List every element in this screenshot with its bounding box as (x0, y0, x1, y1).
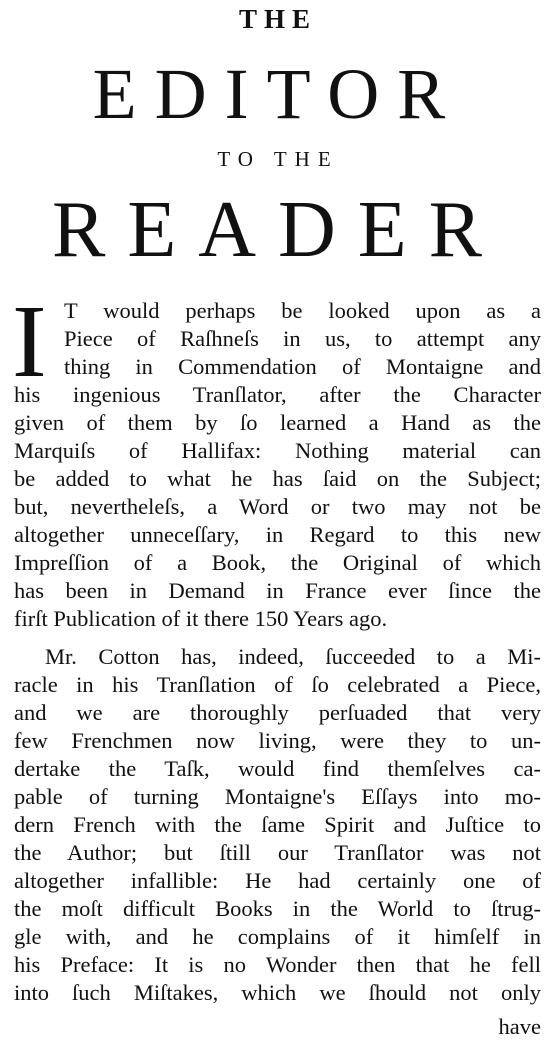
text-line: given of them by ſo learned a Hand as the (14, 412, 541, 435)
text-line: but, nevertheleſs, a Word or two may not be (14, 496, 541, 519)
text-line: and we are thoroughly perſuaded that very (14, 702, 541, 725)
text-line: has been in Demand in France ever ſince the (14, 580, 541, 603)
text-line: dern French with the ſame Spirit and Juſtice to (14, 814, 541, 837)
text-line: altogether infallible: He had certainly one of (14, 870, 541, 893)
text-line: T would perhaps be looked upon as a (64, 300, 541, 323)
text-line: dertake the Taſk, would find themſelves ca- (14, 758, 541, 781)
text-line: Mr. Cotton has, indeed, ſucceeded to a Mi- (45, 646, 541, 669)
text-line: his ingenious Tranſlator, after the Character (14, 384, 541, 407)
text-line: be added to what he has ſaid on the Subject; (14, 468, 541, 491)
text-line: racle in his Tranſlation of ſo celebrated a Piece, (14, 674, 541, 697)
text-line: Impreſſion of a Book, the Original of which (14, 552, 541, 575)
heading-editor: EDITOR (92, 54, 464, 134)
text-line: the Author; but ſtill our Tranſlator was not (14, 842, 541, 865)
text-line: the moſt difficult Books in the World to ſtrug- (14, 898, 541, 921)
text-line: few Frenchmen now living, were they to un- (14, 730, 541, 753)
text-line: thing in Commendation of Montaigne and (64, 356, 541, 379)
text-line: altogether unneceſſary, in Regard to this new (14, 524, 541, 547)
heading-to-the: TO THE (217, 147, 339, 171)
catchword: have (498, 1016, 541, 1039)
text-line: Piece of Raſhneſs in us, to attempt any (64, 328, 541, 351)
text-line: gle with, and he complains of it himſelf in (14, 926, 541, 949)
drop-cap: I (12, 284, 47, 399)
text-line: his Preface: It is no Wonder then that he fell (14, 954, 541, 977)
heading-reader: READER (52, 186, 504, 274)
text-line: pable of turning Montaigne's Eſſays into mo- (14, 786, 541, 809)
heading-the: THE (238, 4, 318, 34)
text-line: Marquiſs of Hallifax: Nothing material can (14, 440, 541, 463)
text-line: firſt Publication of it there 150 Years ago. (14, 608, 388, 631)
text-line: into ſuch Miſtakes, which we ſhould not only (14, 982, 541, 1005)
